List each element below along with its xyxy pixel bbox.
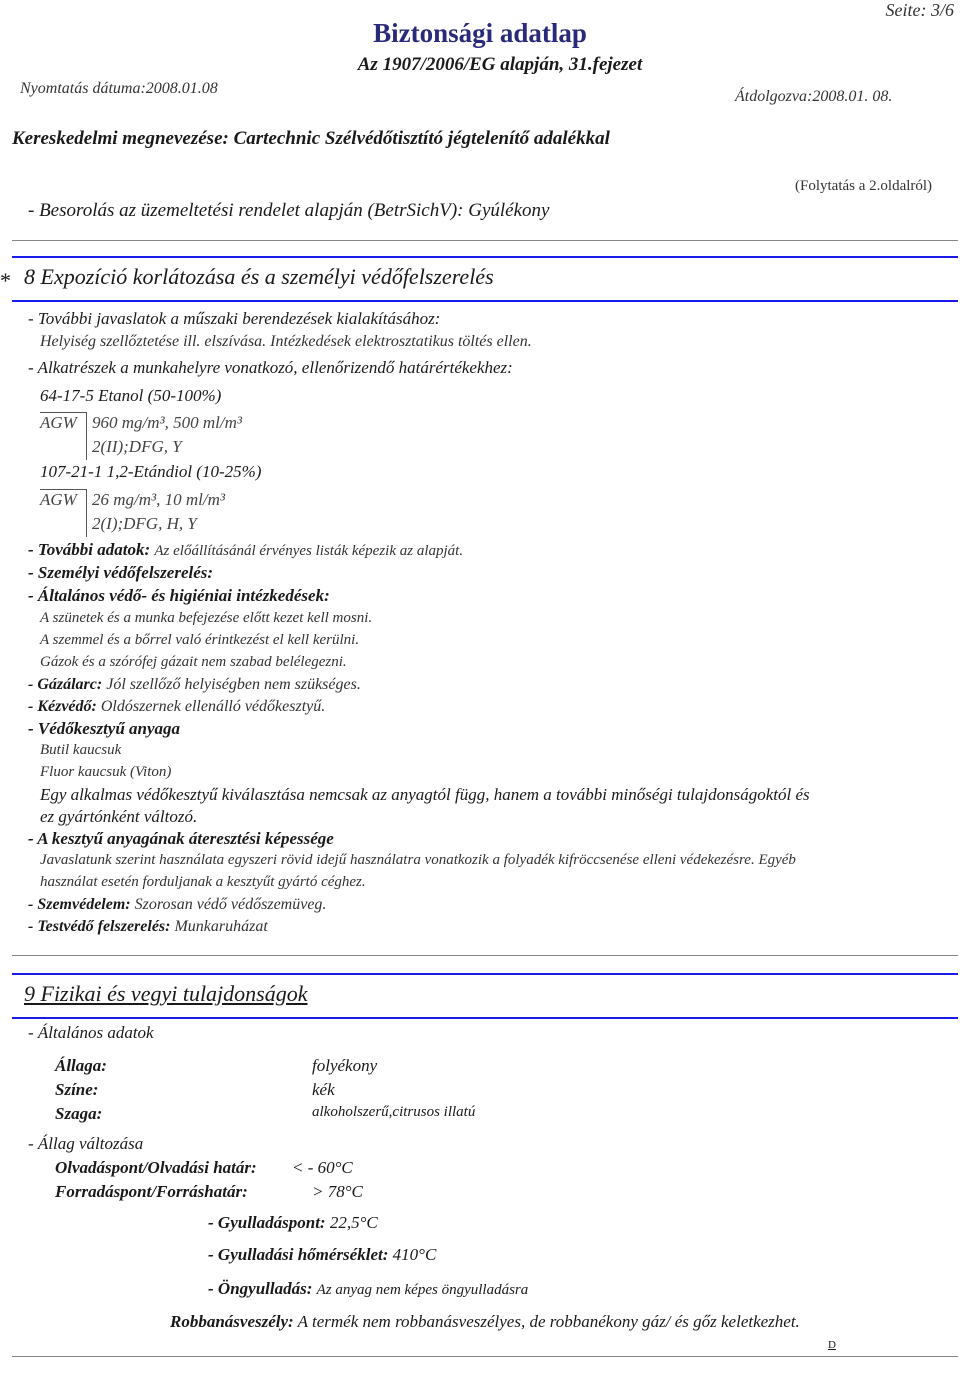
revision-date: Átdolgozva:2008.01. 08. xyxy=(735,88,893,105)
limit-box-top xyxy=(40,489,86,490)
technical-measures-label: - További javaslatok a műszaki berendezések kialakításához: xyxy=(28,309,441,328)
component-name: 64-17-5 Etanol (50-100%) xyxy=(40,386,222,405)
trade-name: Kereskedelmi megnevezése: Cartechnic Szélvédőtisztító jégtelenítő adalékkal xyxy=(12,128,610,149)
hygiene-line: Gázok és a szórófej gázait nem szabad belélegezni. xyxy=(40,654,347,670)
prop-label: Színe: xyxy=(55,1080,99,1099)
permeability-label: - A kesztyű anyagának áteresztési képessége xyxy=(28,829,334,848)
limit-box-top xyxy=(40,412,86,413)
component-name: 107-21-1 1,2-Etándiol (10-25%) xyxy=(40,462,262,481)
prop-value: kék xyxy=(312,1080,335,1099)
limit-value: 960 mg/m³, 500 ml/m³ xyxy=(92,413,242,432)
self-ignition-label: - Öngyulladás: xyxy=(208,1279,313,1298)
glove-material: Fluor kaucsuk (Viton) xyxy=(40,764,172,780)
limit-values-label: - Alkatrészek a munkahelyre vonatkozó, ellenőrizendő határértékekhez: xyxy=(28,358,513,377)
prop-value: alkoholszerű,citrusos illatú xyxy=(312,1104,476,1120)
section-9-title: 9 Fizikai és vegyi tulajdonságok xyxy=(24,981,308,1006)
glove-note: Egy alkalmas védőkesztyű kiválasztása nemcsak az anyagtól függ, hanem a további minőségi tulajdonságoktól és xyxy=(40,785,810,804)
limit-value: 26 mg/m³, 10 ml/m³ xyxy=(92,490,225,509)
limit-box-line xyxy=(86,412,87,460)
explosion-value: A termék nem robbanásveszélyes, de robbanékony gáz/ és gőz keletkezhet. xyxy=(297,1312,800,1331)
boiling-label: Forradáspont/Forráshatár: xyxy=(55,1182,248,1201)
limit-notes: 2(I);DFG, H, Y xyxy=(92,514,197,533)
regulation-subtitle: Az 1907/2006/EG alapján, 31.fejezet xyxy=(357,54,643,75)
classification-label: - Besorolás az üzemeltetési rendelet alapján (BetrSichV): xyxy=(28,200,464,221)
body-protection-row xyxy=(28,918,268,936)
ppe-label: - Személyi védőfelszerelés: xyxy=(28,563,214,582)
section-8-header xyxy=(12,256,958,302)
flash-point-value: 22,5°C xyxy=(329,1213,378,1232)
more-info-row xyxy=(28,540,463,560)
country-code: D xyxy=(828,1339,836,1351)
section-8-header-inner xyxy=(12,258,958,300)
prop-label: Állaga: xyxy=(55,1056,107,1075)
section-8-title: 8 Expozíció korlátozása és a személyi védőfelszerelés xyxy=(24,264,494,289)
self-ignition-value: Az anyag nem képes öngyulladásra xyxy=(316,1282,529,1298)
flash-point-label: - Gyulladáspont: xyxy=(208,1213,326,1232)
classification-value: Gyúlékony xyxy=(468,200,550,221)
melting-value: < - 60°C xyxy=(292,1158,353,1177)
hand-protection-label: - Kézvédő: xyxy=(28,698,97,715)
limit-box-line xyxy=(86,489,87,537)
self-ignition-row xyxy=(208,1279,528,1299)
prop-label: Szaga: xyxy=(55,1104,103,1123)
prop-value: folyékony xyxy=(312,1056,378,1075)
page-number: Seite: 3/6 xyxy=(885,0,954,20)
explosion-row xyxy=(170,1312,800,1332)
eye-protection-label: - Szemvédelem: xyxy=(28,896,131,913)
body-protection-label: - Testvédő felszerelés: xyxy=(28,918,171,935)
glove-note: ez gyártónként változó. xyxy=(40,807,198,826)
ignition-row xyxy=(208,1245,436,1265)
general-data-label: - Általános adatok xyxy=(28,1023,154,1042)
header-divider xyxy=(12,240,958,241)
limit-code: AGW xyxy=(40,413,77,432)
permeability-text: használat esetén forduljanak a kesztyűt gyártó céghez. xyxy=(40,874,366,890)
limit-code: AGW xyxy=(40,490,77,509)
gas-mask-row xyxy=(28,676,361,694)
hand-protection-row xyxy=(28,698,325,716)
gas-mask-label: - Gázálarc: xyxy=(28,676,103,693)
body-protection-text: Munkaruházat xyxy=(174,918,268,935)
glove-material: Butil kaucsuk xyxy=(40,742,122,758)
hand-protection-text: Oldószernek ellenálló védőkesztyű. xyxy=(100,698,326,715)
gas-mask-text: Jól szellőző helyiségben nem szükséges. xyxy=(106,676,361,693)
document-title: Biztonsági adatlap xyxy=(373,18,587,48)
state-change-label: - Állag változása xyxy=(28,1134,144,1153)
explosion-label: Robbanásveszély: xyxy=(170,1312,294,1331)
continued-note: (Folytatás a 2.oldalról) xyxy=(795,178,933,194)
footer-divider xyxy=(12,1356,958,1357)
section-9-header xyxy=(12,973,958,1019)
technical-measures-text: Helyiség szellőztetése ill. elszívása. Intézkedések elektrosztatikus töltés ellen. xyxy=(40,333,532,350)
glove-material-label: - Védőkesztyű anyaga xyxy=(28,719,181,738)
boiling-value: > 78°C xyxy=(312,1182,363,1201)
print-date: Nyomtatás dátuma:2008.01.08 xyxy=(20,80,218,97)
more-info-text: Az előállításánál érvényes listák képezik az alapját. xyxy=(154,543,464,559)
section-9-header-inner xyxy=(12,975,958,1017)
hygiene-label: - Általános védő- és higiéniai intézkedések: xyxy=(28,586,330,605)
limit-notes: 2(II);DFG, Y xyxy=(92,437,182,456)
classification-row xyxy=(28,200,549,222)
permeability-text: Javaslatunk szerint használata egyszeri rövid idejű használatra vonatkozik a folyadék kifröccsenése elleni védekezésre. Egyéb xyxy=(40,852,796,868)
section-divider xyxy=(12,955,958,956)
ignition-value: 410°C xyxy=(392,1245,437,1264)
more-info-label: - További adatok: xyxy=(28,540,151,559)
ignition-label: - Gyulladási hőmérséklet: xyxy=(208,1245,389,1264)
hygiene-line: A szemmel és a bőrrel való érintkezést el kell kerülni. xyxy=(40,632,360,648)
changed-marker: * xyxy=(0,268,11,293)
eye-protection-text: Szorosan védő védőszemüveg. xyxy=(134,896,327,913)
eye-protection-row xyxy=(28,896,326,914)
flash-point-row xyxy=(208,1213,378,1233)
melting-label: Olvadáspont/Olvadási határ: xyxy=(55,1158,257,1177)
hygiene-line: A szünetek és a munka befejezése előtt kezet kell mosni. xyxy=(40,610,373,626)
